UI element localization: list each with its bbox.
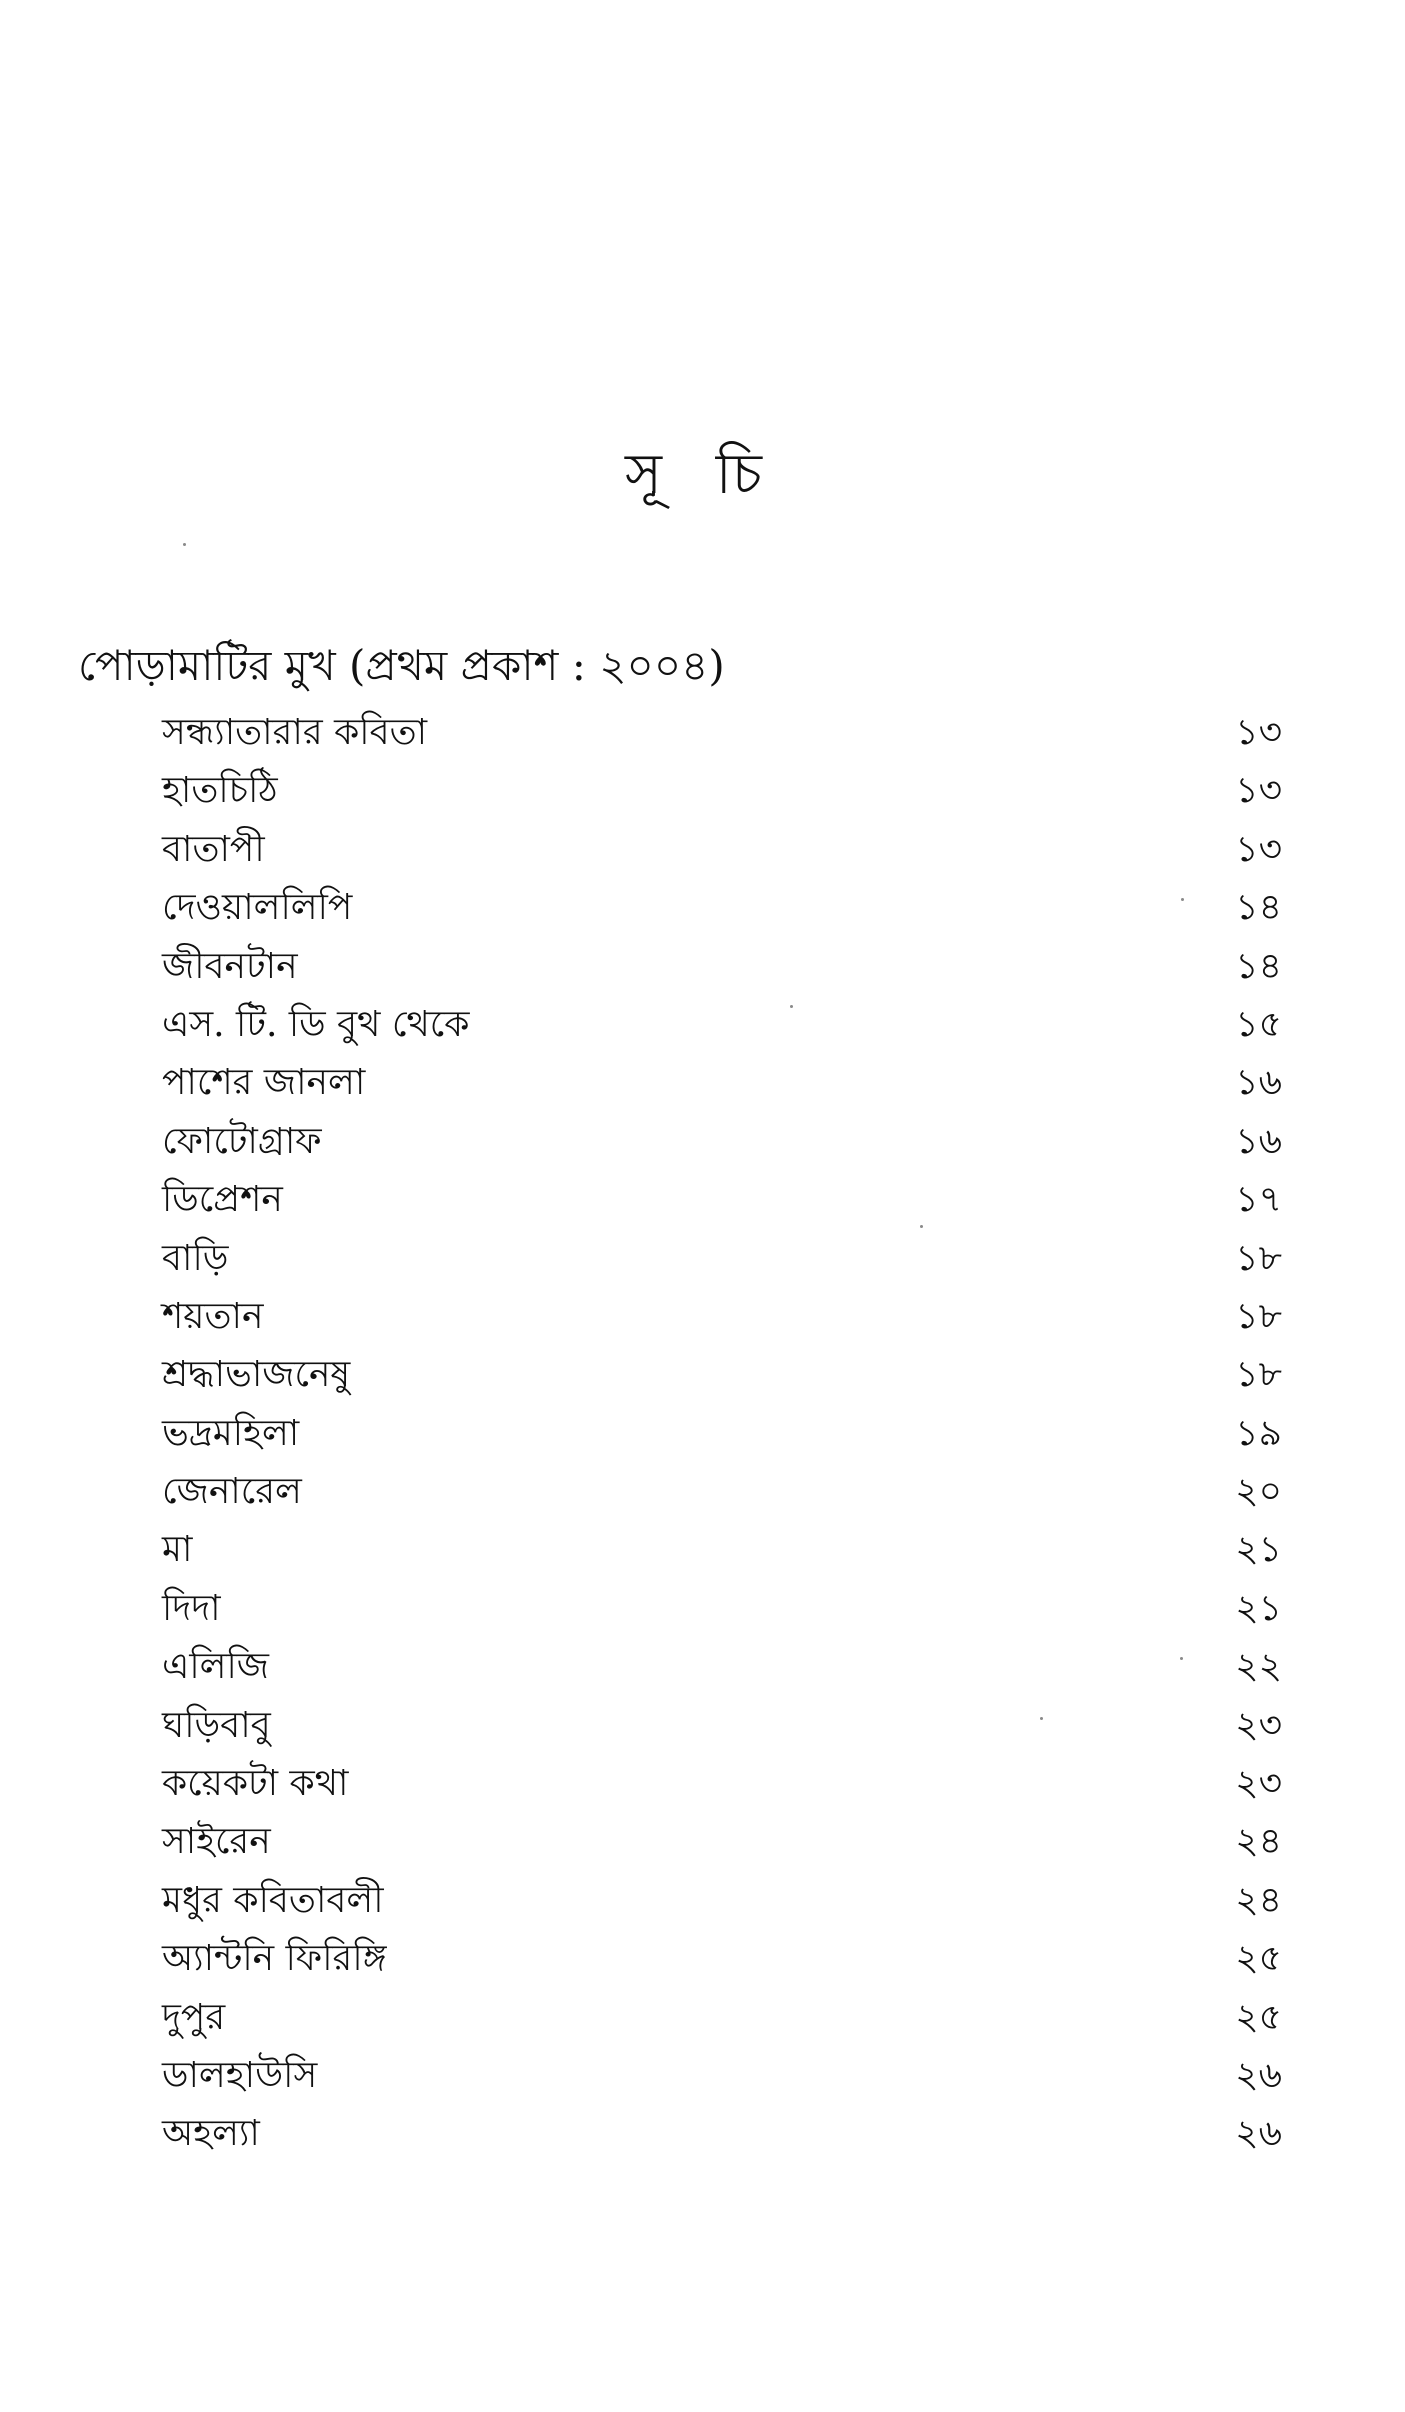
toc-entry-title: ডালহাউসি: [162, 2054, 318, 2096]
toc-entry-page: ১৫: [1235, 1003, 1282, 1045]
toc-entry-title: এস. টি. ডি বুথ থেকে: [162, 1003, 470, 1045]
toc-entry: [162, 1054, 1282, 1112]
toc-entry: [162, 1463, 1282, 1521]
toc-entry: [162, 2105, 1282, 2163]
toc-entry-page: ১৮: [1235, 1354, 1282, 1396]
toc-entry-title: সন্ধ্যাতারার কবিতা: [162, 712, 428, 753]
scan-speck: [790, 1005, 793, 1008]
toc-entry-page: ২২: [1235, 1646, 1282, 1688]
toc-entry: [162, 704, 1282, 762]
toc-entry-page: ১৩: [1235, 770, 1282, 812]
toc-entry: [162, 1171, 1282, 1229]
toc-entry-title: মধুর কবিতাবলী: [162, 1879, 384, 1921]
section-heading: পোড়ামাটির মুখ (প্রথম প্রকাশ : ২০০৪): [78, 641, 725, 690]
toc-entry-title: সাইরেন: [162, 1821, 271, 1863]
toc-entry: [162, 762, 1282, 820]
toc-entry: [162, 1872, 1282, 1930]
toc-entry: [162, 821, 1282, 879]
toc-entry-page: ১৮: [1235, 1295, 1282, 1337]
toc-entry-title: বাড়ি: [162, 1237, 229, 1279]
toc-entry-title: বাতাপী: [162, 828, 265, 870]
toc-list: [162, 704, 1282, 2164]
toc-entry-page: ১৬: [1235, 1120, 1282, 1162]
toc-entry-page: ২১: [1235, 1587, 1282, 1629]
toc-entry-title: জীবনটান: [162, 945, 298, 987]
toc-entry-page: ২০: [1235, 1471, 1282, 1513]
toc-entry-title: ঘড়িবাবু: [162, 1704, 271, 1746]
toc-entry: [162, 1346, 1282, 1404]
scan-speck: [183, 543, 186, 546]
toc-entry-title: অ্যান্টনি ফিরিঙ্গি: [162, 1938, 387, 1980]
toc-entry-title: দেওয়াললিপি: [162, 887, 353, 929]
toc-entry: [162, 1521, 1282, 1579]
toc-entry-title: ফোটোগ্রাফ: [162, 1120, 322, 1162]
toc-entry-page: ২৬: [1235, 2054, 1282, 2096]
toc-entry: [162, 938, 1282, 996]
toc-entry: [162, 1405, 1282, 1463]
toc-entry-title: শ্রদ্ধাভাজনেষু: [162, 1354, 351, 1396]
toc-entry: [162, 2047, 1282, 2105]
toc-entry: [162, 1230, 1282, 1288]
toc-entry-page: ২৩: [1235, 1763, 1282, 1805]
toc-entry-page: ১৬: [1235, 1062, 1282, 1104]
toc-entry: [162, 1813, 1282, 1871]
toc-entry-page: ১৮: [1235, 1237, 1282, 1279]
toc-entry: [162, 996, 1282, 1054]
toc-entry: [162, 1989, 1282, 2047]
toc-entry-page: ১৯: [1235, 1412, 1282, 1454]
toc-entry-title: ভদ্রমহিলা: [162, 1412, 300, 1454]
toc-entry: [162, 1113, 1282, 1171]
toc-entry-page: ২৪: [1235, 1821, 1282, 1863]
toc-entry-title: দুপুর: [162, 1996, 226, 2038]
toc-entry-page: ২৫: [1235, 1938, 1282, 1980]
toc-entry-page: ২৫: [1235, 1996, 1282, 2038]
toc-entry-title: ডিপ্রেশন: [162, 1179, 283, 1221]
toc-entry-page: ১৩: [1235, 712, 1282, 753]
toc-entry-title: কয়েকটা কথা: [162, 1763, 349, 1805]
toc-entry: [162, 1697, 1282, 1755]
toc-entry-title: দিদা: [162, 1587, 221, 1629]
scan-speck: [1040, 1717, 1043, 1720]
toc-entry-title: অহল্যা: [162, 2113, 260, 2155]
toc-entry-page: ১৩: [1235, 828, 1282, 870]
toc-entry-page: ১৪: [1235, 887, 1282, 929]
toc-entry-title: হাতচিঠি: [162, 770, 278, 812]
toc-entry-page: ১৭: [1235, 1179, 1282, 1221]
toc-entry: [162, 1755, 1282, 1813]
toc-entry-title: মা: [162, 1529, 193, 1571]
toc-entry-title: পাশের জানলা: [162, 1062, 366, 1104]
toc-entry-page: ২৬: [1235, 2113, 1282, 2155]
toc-entry-title: জেনারেল: [162, 1471, 302, 1513]
toc-entry-page: ২৩: [1235, 1704, 1282, 1746]
toc-entry-page: ২৪: [1235, 1879, 1282, 1921]
toc-entry: [162, 1930, 1282, 1988]
scan-speck: [1180, 1657, 1183, 1660]
toc-entry-page: ২১: [1235, 1529, 1282, 1571]
toc-entry: [162, 1288, 1282, 1346]
toc-entry-title: শয়তান: [162, 1295, 264, 1337]
toc-entry-title: এলিজি: [162, 1646, 270, 1688]
scan-speck: [1181, 898, 1184, 901]
toc-entry-page: ১৪: [1235, 945, 1282, 987]
toc-entry: [162, 1638, 1282, 1696]
toc-entry: [162, 879, 1282, 937]
toc-entry: [162, 1580, 1282, 1638]
page-title: সূ চি: [624, 442, 781, 507]
scan-speck: [920, 1225, 923, 1228]
